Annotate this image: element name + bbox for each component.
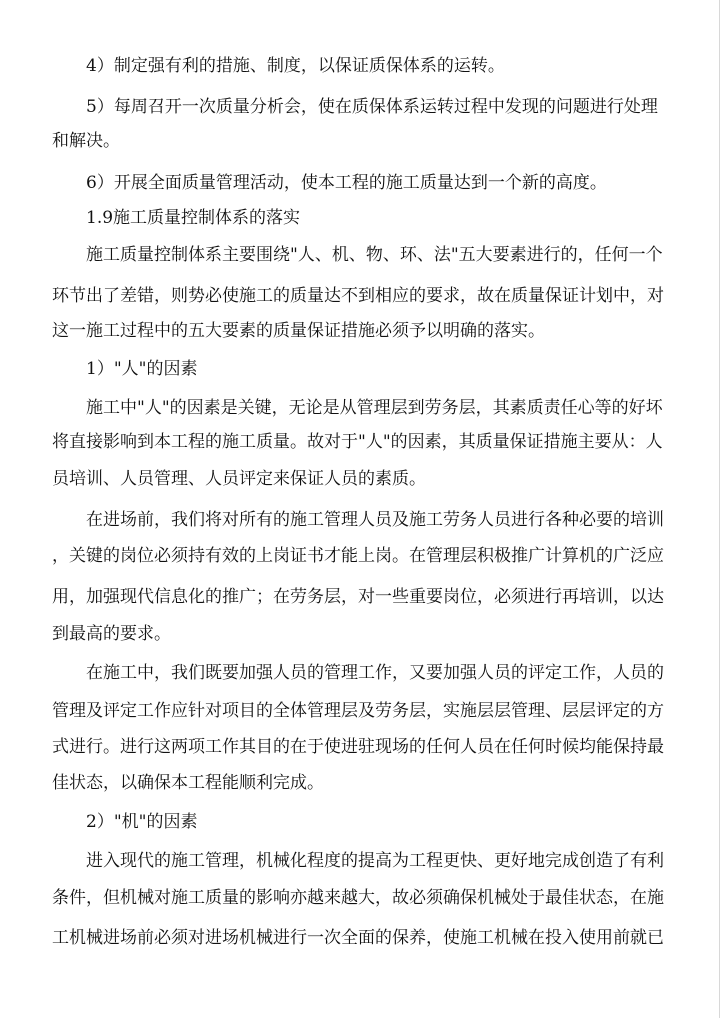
text-line: 将直接影响到本工程的施工质量。故对于"人"的因素，其质量保证措施主要从：人: [52, 432, 663, 452]
section-heading: 1.9施工质量控制体系的落实: [86, 208, 301, 228]
text-line: 在进场前，我们将对所有的施工管理人员及施工劳务人员进行各种必要的培训: [86, 510, 664, 530]
text-line: 到最高的要求。: [52, 624, 171, 644]
text-line: ，关键的岗位必须持有效的上岗证书才能上岗。在管理层积极推广计算机的广泛应: [52, 546, 664, 566]
subsection-heading: 2）"机"的因素: [86, 812, 198, 832]
text-line: 6）开展全面质量管理活动，使本工程的施工质量达到一个新的高度。: [86, 173, 607, 193]
text-line: 佳状态，以确保本工程能顺利完成。: [52, 773, 324, 793]
text-line: 式进行。进行这两项工作其目的在于使进驻现场的任何人员在任何时候均能保持最: [52, 737, 664, 757]
text-line: 用，加强现代信息化的推广；在劳务层，对一些重要岗位，必须进行再培训，以达: [52, 587, 664, 607]
text-line: 在施工中，我们既要加强人员的管理工作，又要加强人员的评定工作，人员的: [86, 663, 664, 683]
text-line: 员培训、人员管理、人员评定来保证人员的素质。: [52, 469, 426, 489]
text-line: 5）每周召开一次质量分析会，使在质保体系运转过程中发现的问题进行处理: [86, 97, 658, 117]
text-line: 4）制定强有利的措施、制度，以保证质保体系的运转。: [86, 56, 505, 76]
text-line: 施工质量控制体系主要围绕"人、机、物、环、法"五大要素进行的，任何一个: [86, 245, 663, 265]
subsection-heading: 1）"人"的因素: [86, 359, 198, 379]
text-line: 工机械进场前必须对进场机械进行一次全面的保养，使施工机械在投入使用前就已: [52, 928, 664, 948]
text-line: 和解决。: [52, 131, 120, 151]
text-line: 这一施工过程中的五大要素的质量保证措施必须予以明确的落实。: [52, 321, 545, 341]
text-line: 条件，但机械对施工质量的影响亦越来越大，故必须确保机械处于最佳状态，在施: [52, 888, 664, 908]
text-line: 施工中"人"的因素是关键，无论是从管理层到劳务层，其素质责任心等的好坏: [86, 398, 663, 418]
text-line: 进入现代的施工管理，机械化程度的提高为工程更快、更好地完成创造了有利: [86, 851, 664, 871]
text-line: 管理及评定工作应针对项目的全体管理层及劳务层，实施层层管理、层层评定的方: [52, 701, 664, 721]
text-line: 环节出了差错，则势必使施工的质量达不到相应的要求，故在质量保证计划中，对: [52, 286, 664, 306]
